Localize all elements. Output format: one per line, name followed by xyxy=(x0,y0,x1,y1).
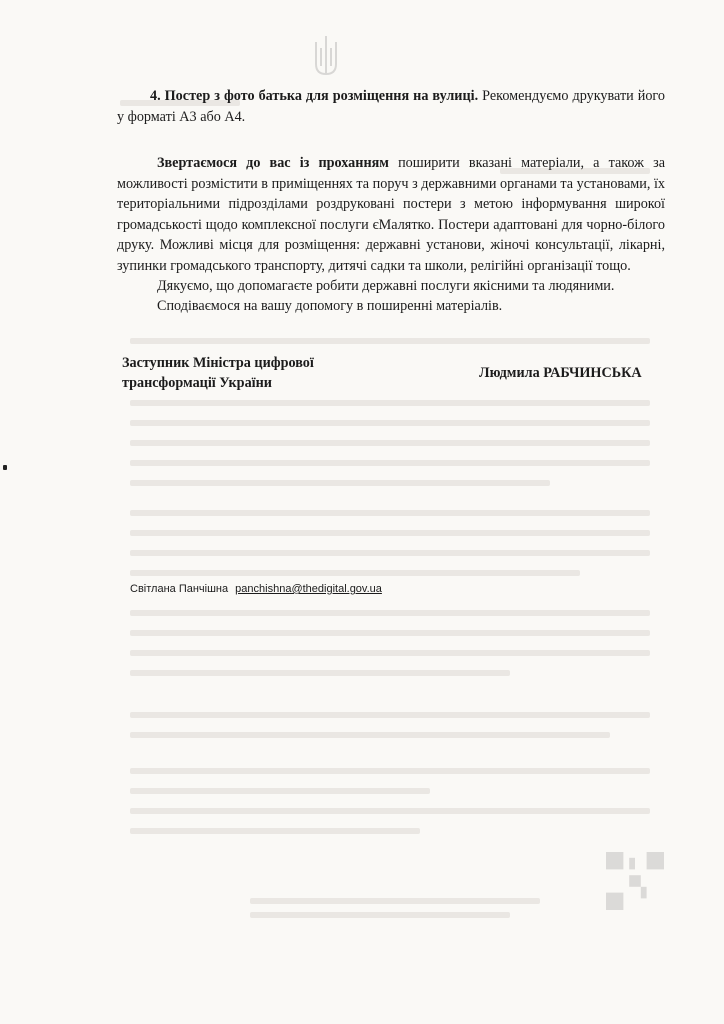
request-bold-text: Звертаємося до вас із проханням xyxy=(157,155,389,171)
request-text: поширити вказані матеріали, а також за можливості розмістити в приміщеннях та поруч з державними органами та установами, їх територіальними підрозділами роздруковані постери з метою інформування широкої громадськості щодо комплексної послуги єМалятко. Постери адаптовані для чорно-білого друку. Можливі місця для розміщення: державні установи, жіночі консультації, лікарні, зупинки громадського транспорту, дитячі садки та школи, релігійні організації тощо. xyxy=(117,155,665,274)
bleed-through-line xyxy=(130,768,650,774)
item-4-title: 4. Постер з фото батька для розміщення на вулиці. xyxy=(150,88,479,104)
bleed-through-line xyxy=(250,912,510,918)
bleed-through-line xyxy=(130,440,650,446)
binder-hole-mark xyxy=(3,465,7,470)
bleed-through-line xyxy=(130,530,650,536)
bleed-through-line xyxy=(130,808,650,814)
bleed-through-line xyxy=(130,712,650,718)
bleed-through-line xyxy=(130,788,430,794)
qr-code-icon xyxy=(606,852,664,910)
hope-paragraph: Сподіваємося на вашу допомогу в поширенні матеріалів. xyxy=(157,298,503,314)
bleed-through-line xyxy=(130,732,610,738)
bleed-through-line xyxy=(130,670,510,676)
contact-person xyxy=(130,583,382,595)
bleed-through-line xyxy=(130,420,650,426)
bleed-through-line xyxy=(130,610,650,616)
position-line-1: Заступник Міністра цифрової xyxy=(122,355,314,371)
bleed-through-line xyxy=(130,400,650,406)
trident-emblem-icon xyxy=(312,34,340,80)
thanks-paragraph: Дякуємо, що допомагаєте робити державні послуги якісними та людяними. xyxy=(157,278,615,294)
bleed-through-line xyxy=(130,570,580,576)
bleed-through-line xyxy=(250,898,540,904)
signatory-position xyxy=(122,353,382,393)
signatory-name: Людмила РАБЧИНСЬКА xyxy=(479,365,642,381)
bleed-through-line xyxy=(130,460,650,466)
bleed-through-line xyxy=(130,550,650,556)
contact-email-link[interactable]: panchishna@thedigital.gov.ua xyxy=(235,583,382,595)
request-paragraph xyxy=(117,153,665,276)
bleed-through-line xyxy=(130,650,650,656)
bleed-through-line xyxy=(130,510,650,516)
bleed-through-line xyxy=(130,480,550,486)
bleed-through-line xyxy=(130,630,650,636)
bleed-through-line xyxy=(130,338,650,344)
contact-name: Світлана Панчішна xyxy=(130,583,229,595)
position-line-2: трансформації України xyxy=(122,375,272,391)
item-4-paragraph xyxy=(117,86,665,127)
bleed-through-line xyxy=(130,828,420,834)
item-4-text: Рекомендуємо друкувати його у форматі А3 або А4. xyxy=(117,88,665,125)
